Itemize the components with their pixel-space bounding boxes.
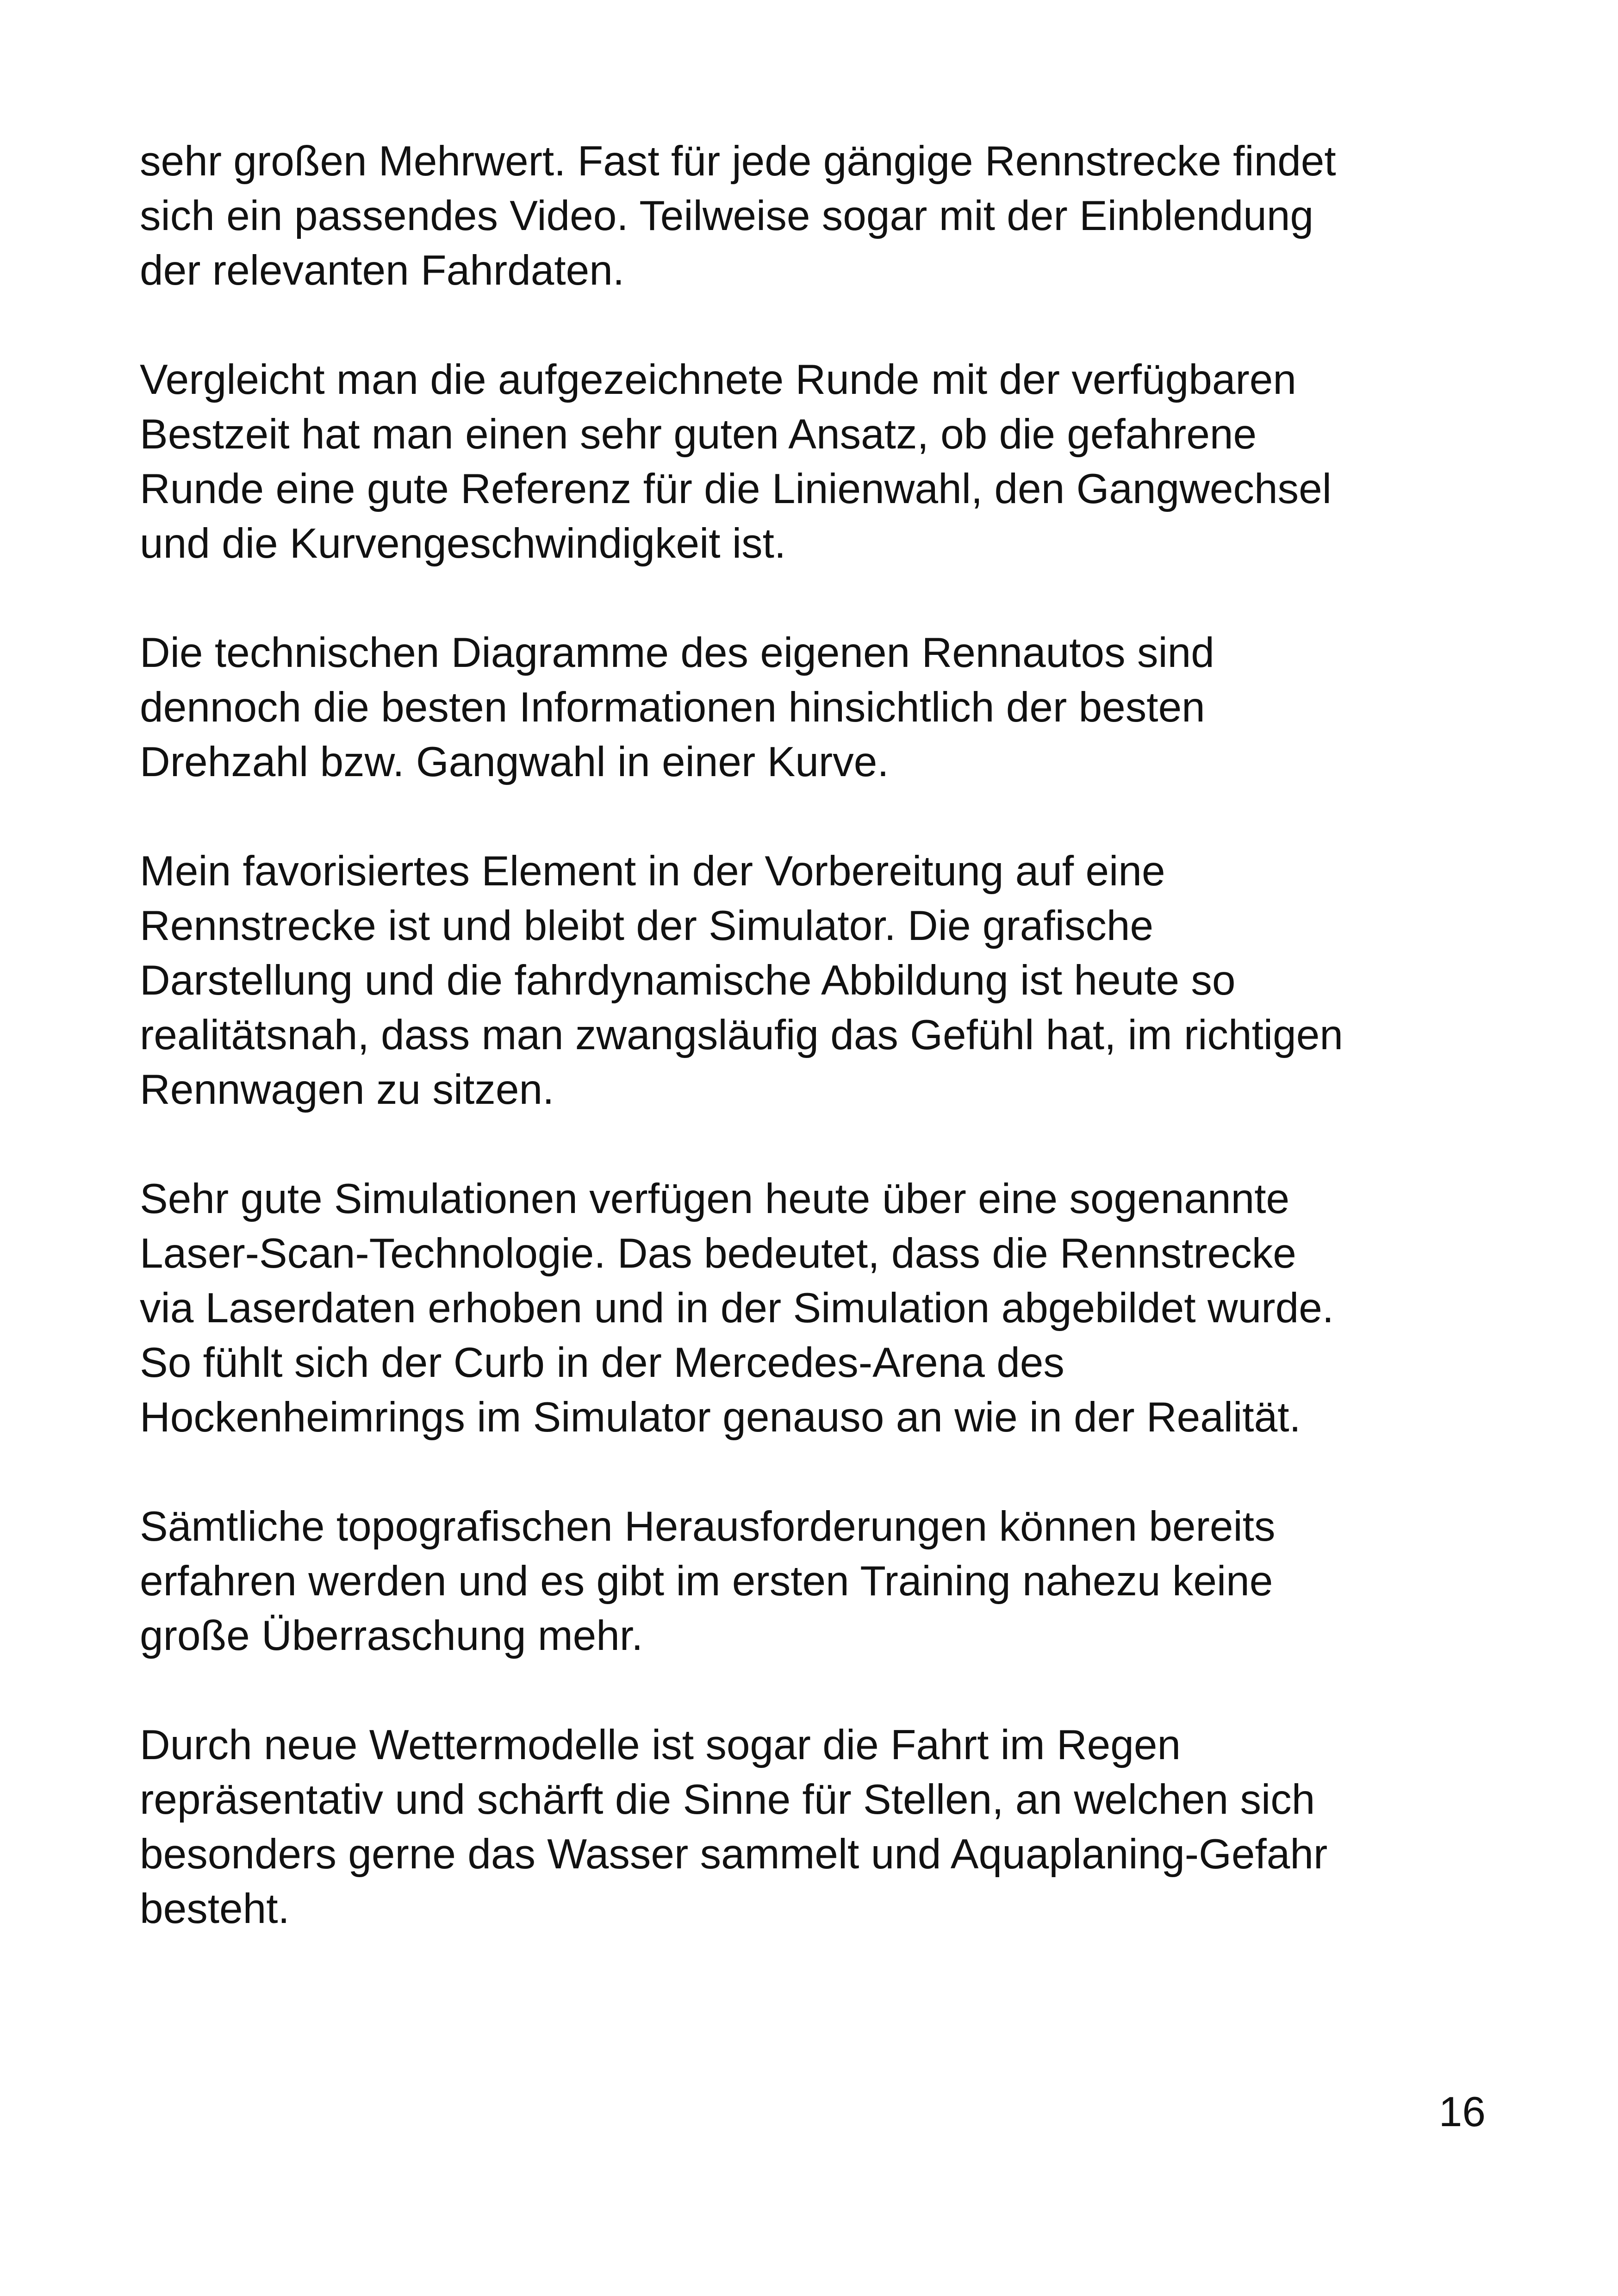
body-text — [140, 134, 1528, 1936]
paragraph-6: Sämtliche topografischen Herausforderungen können bereits erfahren werden und es gibt im ersten Training nahezu keine große Überraschung mehr. — [140, 1503, 1276, 1659]
paragraph-1: sehr großen Mehrwert. Fast für jede gängige Rennstrecke findet sich ein passendes Video. Teilweise sogar mit der Einblendung der relevanten Fahrdaten. — [140, 138, 1336, 294]
page-number: 16 — [1438, 2089, 1486, 2135]
paragraph-5: Sehr gute Simulationen verfügen heute über eine sogenannte Laser-Scan-Technologie. Das bedeutet, dass die Rennstrecke via Laserdaten erhoben und in der Simulation abgebildet wurde. So fühlt sich der Curb in der Mercedes-Arena des Hockenheimrings im Simulator genauso an wie in der Realität. — [140, 1176, 1334, 1441]
paragraph-4: Mein favorisiertes Element in der Vorbereitung auf eine Rennstrecke ist und bleibt der Simulator. Die grafische Darstellung und die fahrdynamische Abbildung ist heute so realitätsnah, dass man zwangsläufig das Gefühl hat, im richtigen Rennwagen zu sitzen. — [140, 848, 1343, 1113]
paragraph-2: Vergleicht man die aufgezeichnete Runde mit der verfügbaren Bestzeit hat man einen sehr guten Ansatz, ob die gefahrene Runde eine gute Referenz für die Linienwahl, den Gangwechsel und die Kurvengeschwindigkeit ist. — [140, 356, 1332, 567]
paragraph-3: Die technischen Diagramme des eigenen Rennautos sind dennoch die besten Informationen hinsichtlich der besten Drehzahl bzw. Gangwahl in einer Kurve. — [140, 629, 1214, 785]
paragraph-7: Durch neue Wettermodelle ist sogar die Fahrt im Regen repräsentativ und schärft die Sinne für Stellen, an welchen sich besonders gerne das Wasser sammelt und Aquaplaning-Gefahr besteht. — [140, 1722, 1328, 1932]
